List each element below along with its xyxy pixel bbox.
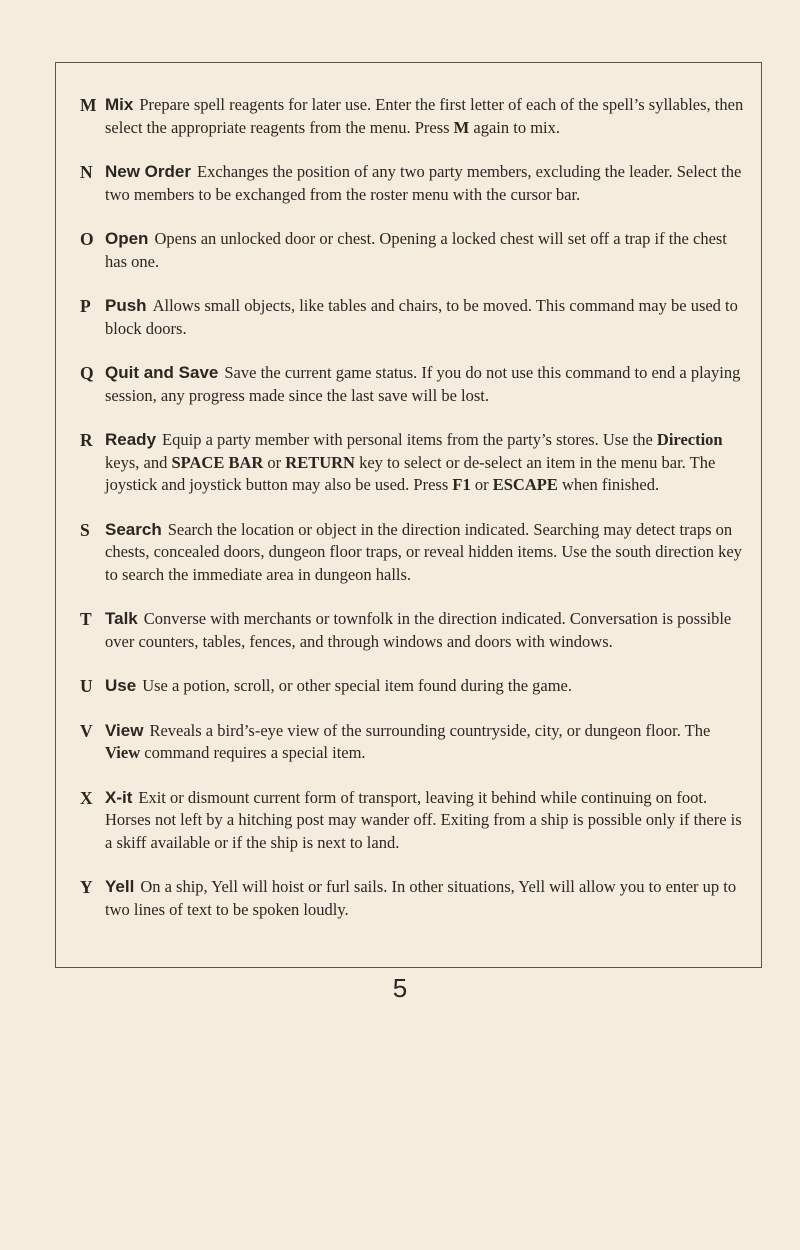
key-reference: SPACE BAR bbox=[171, 452, 264, 472]
command-entry-push bbox=[80, 295, 745, 340]
command-entry-open bbox=[80, 228, 745, 273]
command-description: Exit or dismount current form of transport, leaving it behind while continuing on foot. Horses not left by a hitching post may wander off. Exiting from a ship is possible only if there is a skiff available or if the ship is next to land. bbox=[105, 787, 742, 852]
command-description: command requires a special item. bbox=[140, 743, 366, 762]
command-entry-use bbox=[80, 675, 745, 698]
key-reference: Direction bbox=[656, 430, 723, 449]
key-reference: M bbox=[453, 117, 470, 137]
command-description: Save the current game status. If you do not use this command to end a playing session, any progress made since the last save will be lost. bbox=[105, 363, 741, 405]
command-key: P bbox=[80, 296, 91, 316]
command-key: T bbox=[80, 609, 92, 629]
command-key: R bbox=[80, 430, 93, 450]
command-entry-quit-and-save bbox=[80, 362, 745, 407]
command-list bbox=[80, 94, 745, 943]
command-key: M bbox=[80, 95, 97, 115]
command-text bbox=[105, 519, 745, 587]
command-name: Use bbox=[105, 676, 137, 695]
command-entry-ready bbox=[80, 429, 745, 497]
command-description: Use a potion, scroll, or other special item found during the game. bbox=[142, 676, 572, 695]
command-text bbox=[105, 161, 745, 206]
command-key: X bbox=[80, 787, 93, 808]
command-description: keys, and bbox=[105, 452, 172, 472]
command-description: On a ship, Yell will hoist or furl sails. In other situations, Yell will allow you to enter up to two lines of text to be spoken loudly. bbox=[105, 877, 737, 919]
command-key: V bbox=[80, 720, 93, 741]
command-entry-search bbox=[80, 519, 745, 587]
command-key: Y bbox=[80, 877, 93, 897]
command-description: Exchanges the position of any two party members, excluding the leader. Select the two members to be exchanged from the roster menu with the cursor bar. bbox=[105, 162, 742, 204]
command-text bbox=[105, 429, 745, 497]
command-description: Reveals a bird’s-eye view of the surrounding countryside, city, or dungeon floor. The bbox=[149, 720, 711, 740]
command-description: Search the location or object in the direction indicated. Searching may detect traps on chests, concealed doors, dungeon floor traps, or reveal hidden items. Use the south direction key to search the immediate area in dungeon halls. bbox=[105, 519, 742, 584]
key-reference: RETURN bbox=[285, 452, 355, 472]
command-description: key to select or de-select an item in the menu bar. The joystick and joystick button may also be used. Press bbox=[105, 452, 716, 494]
command-text bbox=[105, 362, 745, 407]
command-name: Talk bbox=[105, 609, 138, 628]
command-description: when finished. bbox=[557, 475, 660, 494]
command-description: Allows small objects, like tables and chairs, to be moved. This command may be used to block doors. bbox=[105, 296, 738, 338]
key-reference: ESCAPE bbox=[492, 475, 558, 494]
command-name: Mix bbox=[105, 95, 134, 114]
command-text bbox=[105, 675, 745, 698]
command-entry-talk bbox=[80, 608, 745, 653]
command-text bbox=[105, 720, 745, 765]
page-number: 5 bbox=[392, 973, 408, 1003]
command-text bbox=[105, 787, 745, 855]
command-entry-view bbox=[80, 720, 745, 765]
command-name: X-it bbox=[105, 787, 133, 807]
command-key: S bbox=[80, 519, 90, 540]
key-reference: F1 bbox=[452, 475, 471, 494]
key-reference: View bbox=[105, 743, 141, 762]
command-entry-mix bbox=[80, 94, 745, 139]
command-description: again to mix. bbox=[469, 117, 560, 137]
command-name: View bbox=[105, 720, 144, 740]
command-text bbox=[105, 876, 745, 921]
command-description: Converse with merchants or townfolk in the direction indicated. Conversation is possible over counters, tables, fences, and through windows and doors with windows. bbox=[105, 609, 732, 651]
command-description: or bbox=[263, 452, 286, 472]
command-key: Q bbox=[80, 363, 94, 383]
command-text bbox=[105, 608, 745, 653]
command-text bbox=[105, 228, 745, 273]
command-name: Search bbox=[105, 519, 162, 539]
command-entry-new-order bbox=[80, 161, 745, 206]
command-key: N bbox=[80, 162, 93, 182]
command-name: Open bbox=[105, 229, 149, 248]
command-entry-x-it bbox=[80, 787, 745, 855]
command-description: Equip a party member with personal items from the party’s stores. Use the bbox=[162, 430, 657, 449]
command-text bbox=[105, 295, 745, 340]
command-name: Ready bbox=[105, 430, 157, 449]
command-name: New Order bbox=[105, 162, 191, 181]
command-description: Opens an unlocked door or chest. Opening a locked chest will set off a trap if the chest has one. bbox=[105, 229, 727, 271]
command-key: O bbox=[80, 229, 94, 249]
command-name: Yell bbox=[105, 877, 135, 896]
command-description: Prepare spell reagents for later use. Enter the first letter of each of the spell’s syllables, then select the appropriate reagents from the menu. Press bbox=[105, 95, 744, 137]
command-entry-yell bbox=[80, 876, 745, 921]
command-text bbox=[105, 94, 745, 139]
command-name: Push bbox=[105, 296, 147, 315]
command-name: Quit and Save bbox=[105, 363, 219, 382]
command-key: U bbox=[80, 676, 93, 696]
command-description: or bbox=[470, 475, 493, 494]
